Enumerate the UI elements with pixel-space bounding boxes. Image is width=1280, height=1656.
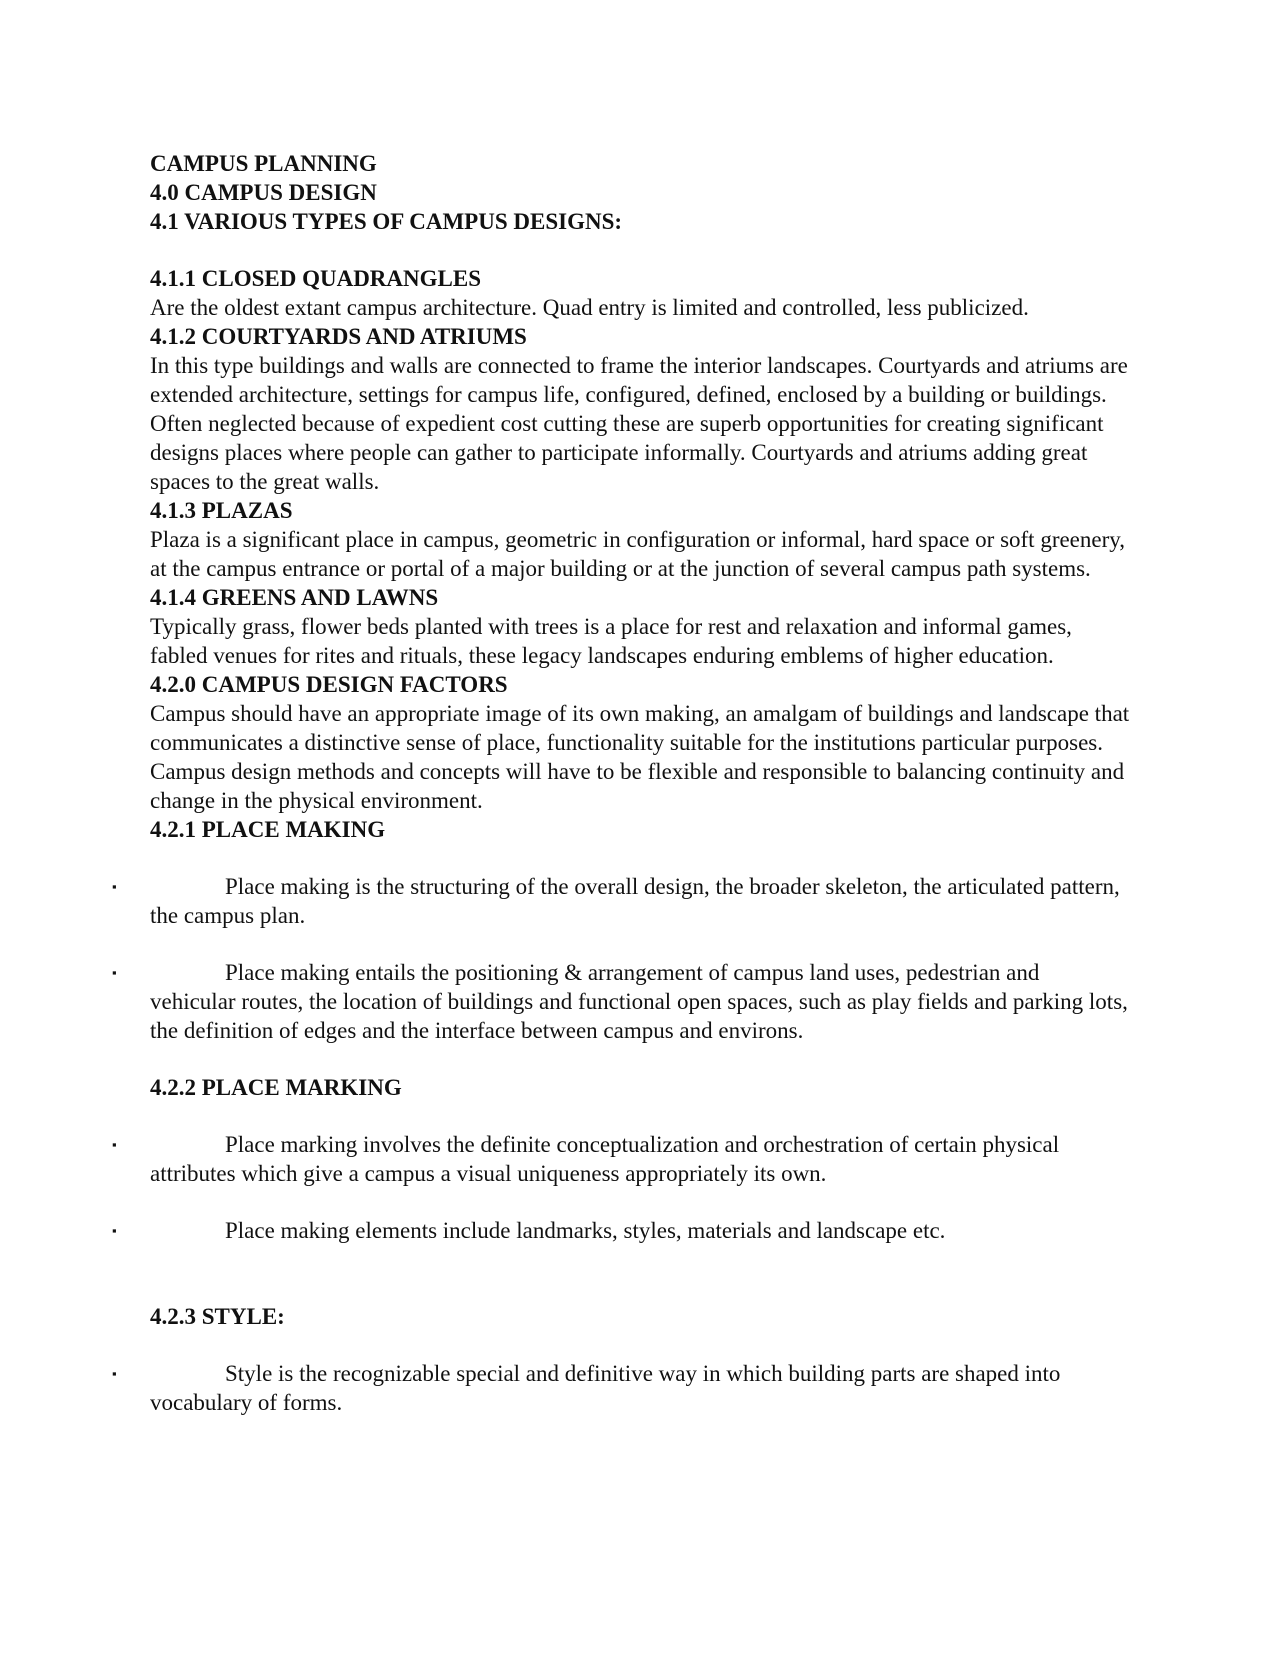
bullet-item (112, 1130, 1130, 1188)
paragraph-4-1-4: Typically grass, flower beds planted with trees is a place for rest and relaxation and informal games, fabled venues for rites and rituals, these legacy landscapes enduring emblems of higher education. (150, 614, 1072, 668)
spacer (150, 930, 1130, 958)
paragraph-4-1-3: Plaza is a significant place in campus, geometric in configuration or informal, hard space or soft greenery, at the campus entrance or portal of a major building or at the junction of several campus path systems. (150, 527, 1126, 581)
heading-4-1-1: 4.1.1 CLOSED QUADRANGLES (150, 266, 481, 291)
paragraph-4-2-0: Campus should have an appropriate image of its own making, an amalgam of buildings and landscape that communicates a distinctive sense of place, functionality suitable for the institutions particular purposes. Campus design methods and concepts will have to be flexible and responsible to balancing continuity and change in the physical environment. (150, 701, 1130, 813)
spacer (150, 1188, 1130, 1216)
heading-4-0: 4.0 CAMPUS DESIGN (150, 180, 377, 205)
document-title: CAMPUS PLANNING (150, 151, 377, 176)
heading-4-1: 4.1 VARIOUS TYPES OF CAMPUS DESIGNS: (150, 209, 623, 234)
spacer (150, 1245, 1130, 1302)
heading-4-1-4: 4.1.4 GREENS AND LAWNS (150, 585, 439, 610)
bullet-square-icon: ▪ (112, 965, 117, 980)
document-page (112, 149, 1130, 1417)
spacer (150, 1102, 1130, 1130)
bullet-text: Place marking involves the definite conceptualization and orchestration of certain physical attributes which give a campus a visual uniqueness appropriately its own. (150, 1132, 1060, 1186)
heading-4-2-3: 4.2.3 STYLE: (150, 1304, 285, 1329)
heading-4-1-3: 4.1.3 PLAZAS (150, 498, 293, 523)
bullet-text: Style is the recognizable special and definitive way in which building parts are shaped into vocabulary of forms. (150, 1361, 1061, 1415)
heading-4-2-0: 4.2.0 CAMPUS DESIGN FACTORS (150, 672, 508, 697)
spacer (150, 1045, 1130, 1073)
bullet-item (112, 1216, 1130, 1245)
bullet-square-icon: ▪ (112, 1223, 117, 1238)
bullet-item (112, 958, 1130, 1045)
bullet-text: Place making entails the positioning & arrangement of campus land uses, pedestrian and vehicular routes, the location of buildings and functional open spaces, such as play fields and parking lots, the definition of edges and the interface between campus and environs. (150, 960, 1128, 1043)
spacer (150, 844, 1130, 872)
bullet-item (112, 872, 1130, 930)
heading-4-2-1: 4.2.1 PLACE MAKING (150, 817, 386, 842)
bullet-square-icon: ▪ (112, 879, 117, 894)
bullet-square-icon: ▪ (112, 1137, 117, 1152)
bullet-item (112, 1359, 1130, 1417)
bullet-text: Place making is the structuring of the overall design, the broader skeleton, the articulated pattern, the campus plan. (150, 874, 1120, 928)
paragraph-4-1-1: Are the oldest extant campus architecture. Quad entry is limited and controlled, less publicized. (150, 295, 1029, 320)
spacer (150, 1331, 1130, 1359)
spacer (150, 236, 1130, 264)
bullet-text: Place making elements include landmarks, styles, materials and landscape etc. (225, 1218, 946, 1243)
heading-4-2-2: 4.2.2 PLACE MARKING (150, 1075, 402, 1100)
heading-4-1-2: 4.1.2 COURTYARDS AND ATRIUMS (150, 324, 527, 349)
paragraph-4-1-2: In this type buildings and walls are connected to frame the interior landscapes. Courtyards and atriums are extended architecture, settings for campus life, configured, defined, enclosed by a building or buildings. Often neglected because of expedient cost cutting these are superb opportunities for creating significant designs places where people can gather to participate informally. Courtyards and atriums adding great spaces to the great walls. (150, 353, 1128, 494)
bullet-square-icon: ▪ (112, 1366, 117, 1381)
